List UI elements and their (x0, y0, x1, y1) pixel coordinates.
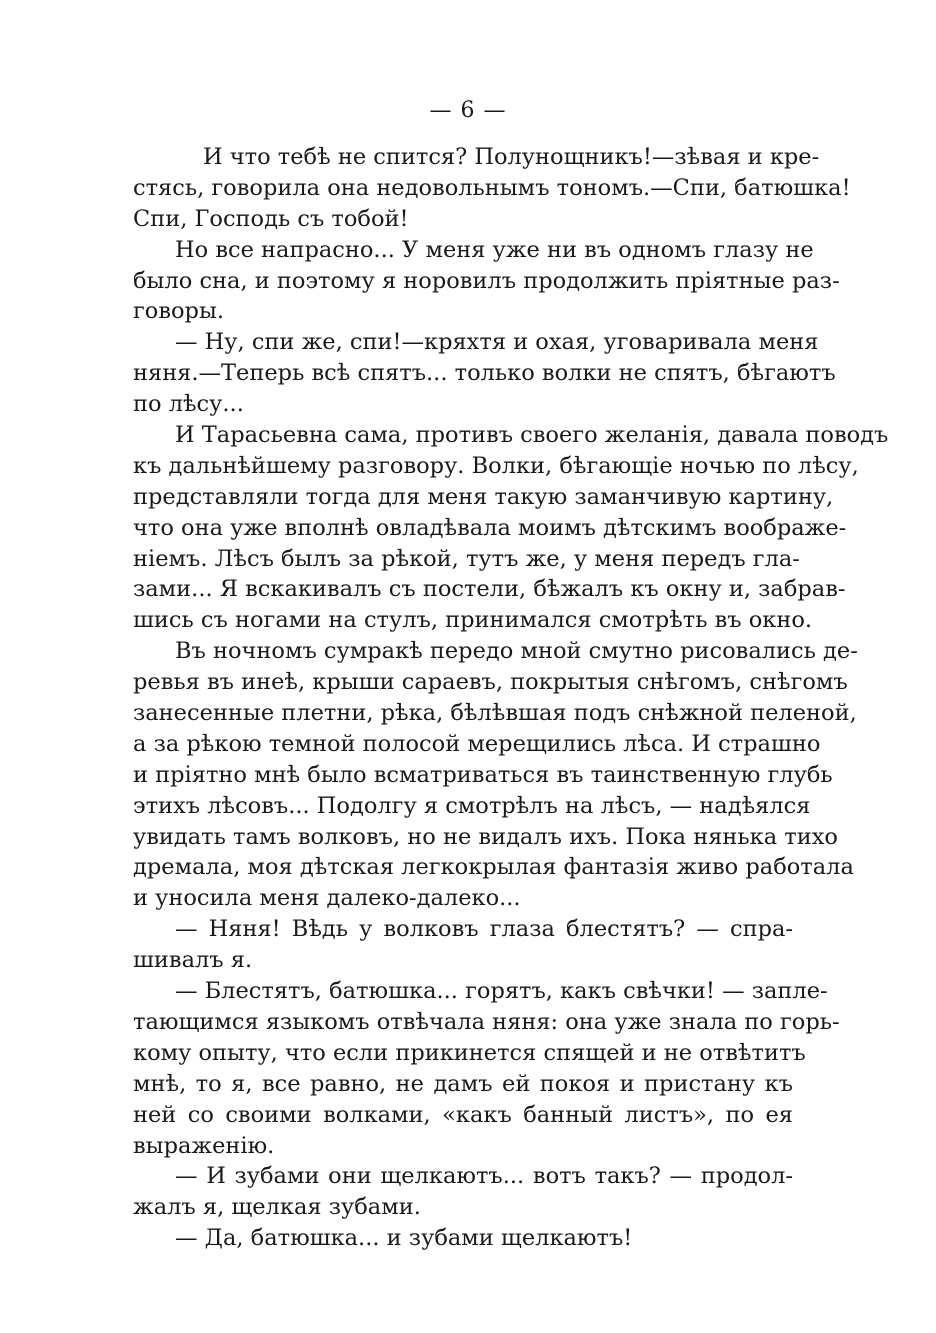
text-line: И Тарасьевна сама, противъ своего желанія, давала поводъ (175, 422, 889, 449)
text-line: дремала, моя дѣтская легкокрылая фантазія живо работала (133, 854, 854, 881)
text-line: И что тебѣ не спится? Полунощникъ!—зѣвая и кре- (203, 144, 820, 170)
text-line: занесенные плетни, рѣка, бѣлѣвшая подъ снѣжной пеленой, (133, 700, 857, 727)
text-line: шись съ ногами на стулъ, принимался смотрѣть въ окно. (133, 607, 813, 634)
text-line: шивалъ я. (133, 947, 253, 974)
text-line: — Блестятъ, батюшка... горятъ, какъ свѣчки! — запле- (175, 978, 828, 1005)
text-line: что она уже вполнѣ овладѣвала моимъ дѣтскимъ воображе- (133, 514, 847, 541)
text-line: — Да, батюшка... и зубами щелкаютъ! (175, 1225, 633, 1252)
text-line: ней со своими волками, «какъ банный листъ», по ея (133, 1101, 793, 1128)
text-line: и пріятно мнѣ было всматриваться въ таинственную глубь (133, 761, 833, 788)
text-body (133, 142, 889, 1254)
text-line: ревья въ инеѣ, крыши сараевъ, покрытыя снѣгомъ, снѣгомъ (133, 669, 848, 696)
text-line: — Ну, спи же, спи!—кряхтя и охая, уговаривала меня (175, 329, 819, 356)
text-line: зами... Я вскакивалъ съ постели, бѣжалъ къ окну и, забрав- (133, 576, 846, 603)
text-line: жалъ я, щелкая зубами. (133, 1194, 421, 1221)
text-line: увидать тамъ волковъ, но не видалъ ихъ. Пока нянька тихо (133, 823, 838, 850)
text-line: Спи, Господь съ тобой! (133, 205, 409, 232)
text-line: этихъ лѣсовъ... Подолгу я смотрѣлъ на лѣсъ, — надѣялся (133, 792, 811, 819)
page-number: — 6 — (429, 98, 507, 123)
text-line: няня.—Теперь всѣ спятъ... только волки не спятъ, бѣгаютъ (133, 360, 836, 387)
text-line: — И зубами они щелкаютъ... вотъ такъ? — продол- (175, 1163, 793, 1190)
text-line: — Няня! Вѣдь у волковъ глаза блестятъ? — спра- (175, 916, 793, 943)
text-line: по лѣсу... (133, 391, 244, 418)
text-line: мнѣ, то я, все равно, не дамъ ей покоя и пристану къ (133, 1070, 793, 1097)
text-line: и уносила меня далеко-далеко... (133, 885, 521, 912)
text-line: было сна, и поэтому я норовилъ продолжить пріятные раз- (133, 267, 840, 294)
text-line: къ дальнѣйшему разговору. Волки, бѣгающіе ночью по лѣсу, (133, 452, 859, 479)
text-line: стясь, говорила она недовольнымъ тономъ.—Спи, батюшка! (133, 174, 851, 201)
text-line: представляли тогда для меня такую заманчивую картину, (133, 483, 834, 510)
text-line: Но все напрасно... У меня уже ни въ одномъ глазу не (175, 236, 814, 263)
text-line: а за рѣкою темной полосой мерещились лѣса. И страшно (133, 730, 821, 757)
text-line: говоры. (133, 298, 225, 325)
text-line: тающимся языкомъ отвѣчала няня: она уже знала по горь- (133, 1008, 840, 1035)
text-line: Въ ночномъ сумракѣ передо мной смутно рисовались де- (175, 638, 858, 665)
text-line: выраженію. (133, 1132, 275, 1159)
text-line: ніемъ. Лѣсъ былъ за рѣкой, тутъ же, у меня передъ гла- (133, 545, 800, 572)
text-line: кому опыту, что если прикинется спящей и не отвѣтитъ (133, 1039, 806, 1066)
